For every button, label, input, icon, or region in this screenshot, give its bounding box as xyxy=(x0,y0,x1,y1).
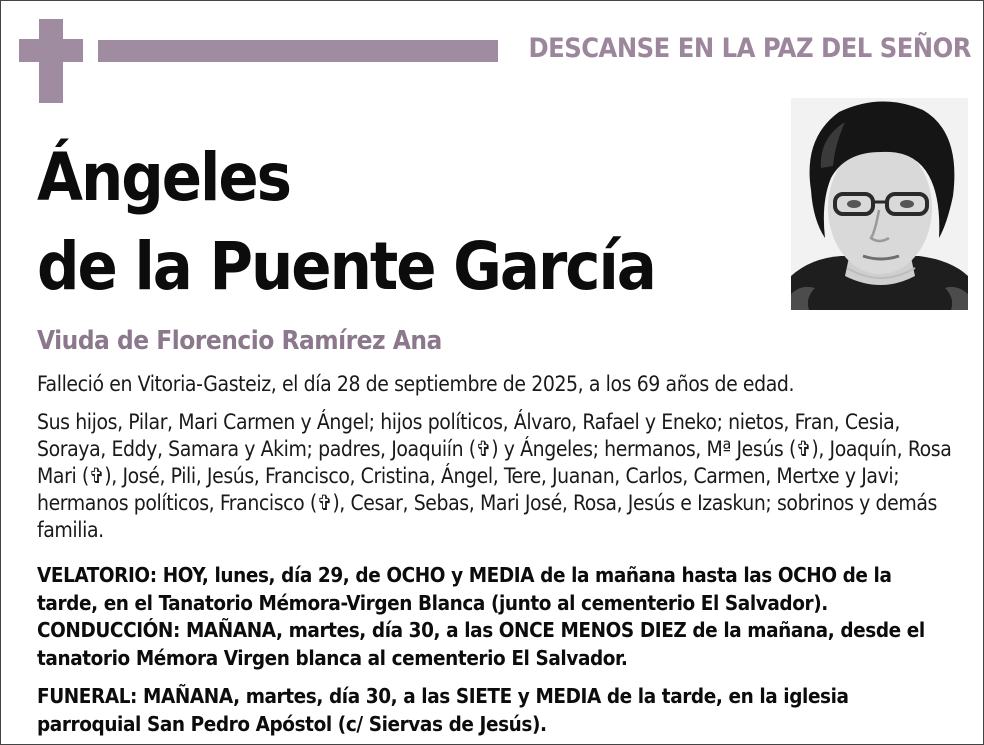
name-line-1: Ángeles xyxy=(37,139,290,216)
widow-of-subtitle: Viuda de Florencio Ramírez Ana xyxy=(37,326,442,356)
header-divider-bar xyxy=(98,40,498,62)
header-tagline: DESCANSE EN LA PAZ DEL SEÑOR xyxy=(528,33,971,64)
deceased-name xyxy=(37,133,655,311)
portrait-photo xyxy=(791,98,968,310)
portrait-drawing xyxy=(791,98,968,310)
death-announcement: Falleció en Vitoria-Gasteiz, el día 28 de septiembre de 2025, a los 69 años de edad. xyxy=(37,372,795,396)
funeral-details: FUNERAL: MAÑANA, martes, día 30, a las SIETE y MEDIA de la tarde, en la iglesia parroquial San Pedro Apóstol (c/ Siervas de Jesús). xyxy=(37,684,849,736)
wake-and-procession-details: VELATORIO: HOY, lunes, día 29, de OCHO y MEDIA de la mañana hasta las OCHO de la tarde, en el Tanatorio Mémora-Virgen Blanca (junto al cementerio El Salvador). CONDUCCIÓN: MAÑANA, martes, día 30, a las ONCE MENOS DIEZ de la mañana, desde el tanatorio Mémora Virgen blanca al cementerio El Salvador. xyxy=(37,563,925,670)
family-list: Sus hijos, Pilar, Mari Carmen y Ángel; hijos políticos, Álvaro, Rafael y Eneko; nietos, Fran, Cesia, Soraya, Eddy, Samara y Akim; padres, Joaquiín (✞) y Ángeles; hermanos, Mª Jesús (✞), Joaquín, Rosa Mari (✞), José, Pili, Jesús, Francisco, Cristina, Ángel, Tere, Juanan, Carlos, Carmen, Mertxe y Javi; hermanos políticos, Francisco (✞), Cesar, Sebas, Mari José, Rosa, Jesús e Izaskun; sobrinos y demás familia. xyxy=(37,410,952,542)
name-line-2: de la Puente García xyxy=(37,228,655,305)
latin-cross-icon-arm xyxy=(19,39,83,62)
